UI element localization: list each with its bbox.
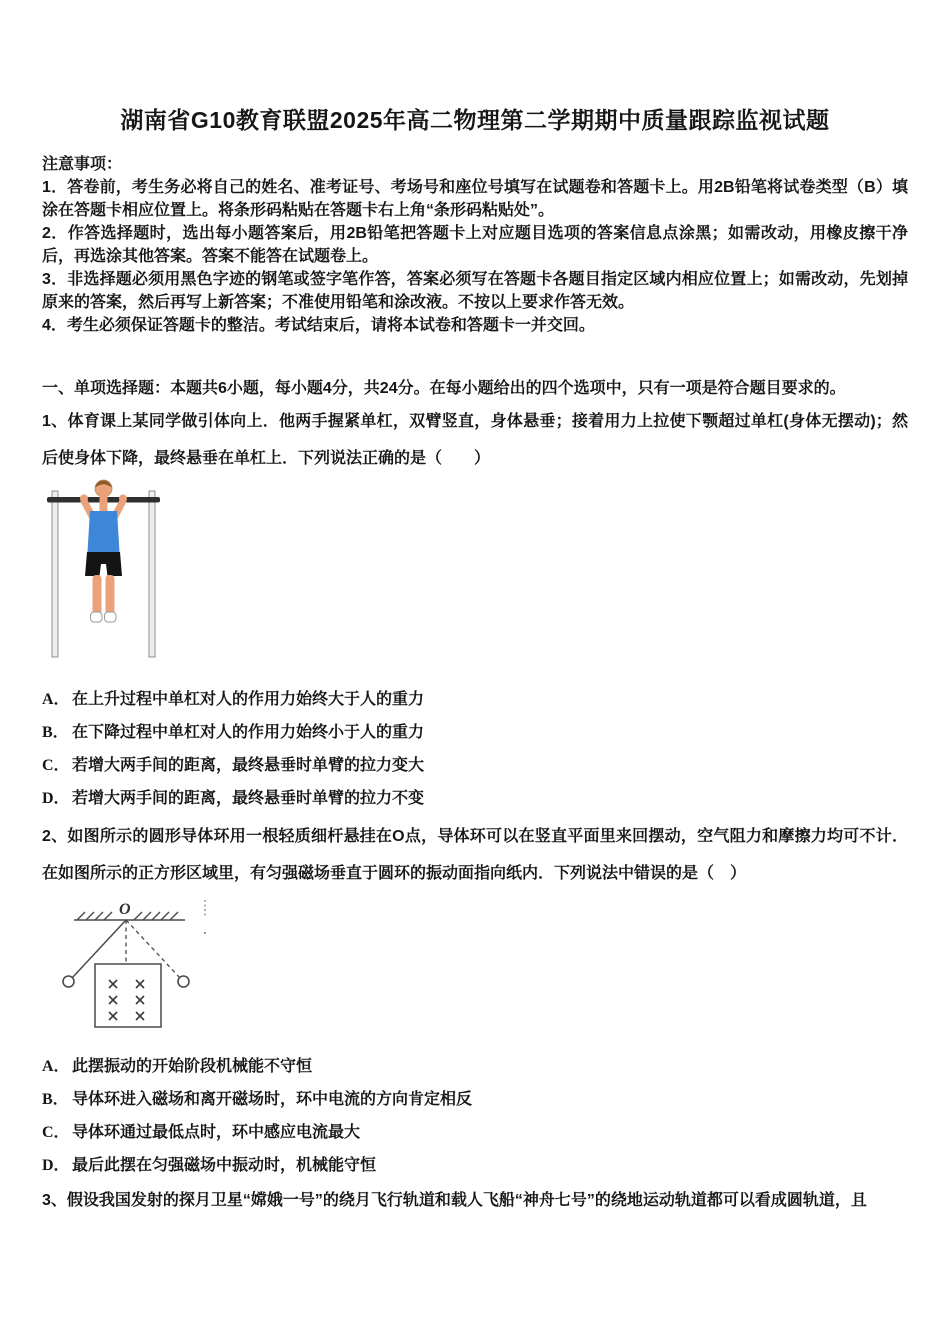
option-text: 在上升过程中单杠对人的作用力始终大于人的重力: [72, 691, 425, 708]
conducting-ring-left: [63, 976, 74, 987]
rod-dashed-right: [126, 920, 180, 978]
question-2-number: 2、: [42, 828, 68, 845]
option-text: 导体环通过最低点时，环中感应电流最大: [72, 1124, 361, 1141]
bar-post-right: [149, 491, 155, 657]
option-text: 导体环进入磁场和离开磁场时，环中电流的方向肯定相反: [72, 1091, 473, 1108]
question-2-option-a: [42, 1050, 908, 1083]
question-1-option-a: [42, 683, 908, 716]
question-3-text: 假设我国发射的探月卫星“嫦娥一号”的绕月飞行轨道和载人飞船“神舟七号”的绕地运动轨道都可以看成圆轨道，且: [66, 1192, 867, 1209]
option-label: A．: [42, 1058, 70, 1075]
dotted-reference-dot: [204, 932, 206, 934]
notice-item-2: 2．作答选择题时，选出每小题答案后，用2B铅笔把答题卡上对应题目选项的答案信息点涂黑；如需改动，用橡皮擦干净后，再选涂其他答案。答案不能答在试题卷上。: [42, 225, 908, 265]
magnetic-field-region-square: [95, 964, 161, 1027]
question-2-option-b: [42, 1083, 908, 1116]
option-label: C．: [42, 1124, 70, 1141]
athlete-left-shoe: [91, 612, 103, 622]
question-1-stem: [42, 403, 908, 477]
conducting-ring-right: [178, 976, 189, 987]
athlete-left-leg: [93, 575, 102, 614]
option-label: C．: [42, 757, 70, 774]
athlete-right-hand: [119, 495, 127, 503]
question-2-text: 如图所示的圆形导体环用一根轻质细杆悬挂在O点，导体环可以在竖直平面里来回摆动，空气阻力和摩擦力均可不计．在如图所示的正方形区域里，有匀强磁场垂直于圆环的振动面指向纸内．下列说法中错误的是（ ）: [42, 828, 909, 882]
bar-post-left: [52, 491, 58, 657]
pendulum-figure: [54, 892, 214, 1042]
athlete-left-hand: [80, 495, 88, 503]
notice-heading: 注意事项：: [42, 156, 123, 173]
question-1-option-c: [42, 749, 908, 782]
athlete-right-shoe: [105, 612, 117, 622]
option-label: D．: [42, 790, 70, 807]
notice-item-1: 1．答卷前，考生务必将自己的姓名、准考证号、考场号和座位号填写在试题卷和答题卡上。用2B铅笔将试卷类型（B）填涂在答题卡相应位置上。将条形码粘贴在答题卡右上角“条形码粘贴处”。: [42, 179, 908, 219]
field-into-page-cross-marks: [109, 980, 144, 1020]
option-text: 若增大两手间的距离，最终悬垂时单臂的拉力变大: [72, 757, 425, 774]
question-2-option-c: [42, 1116, 908, 1149]
option-text: 若增大两手间的距离，最终悬垂时单臂的拉力不变: [72, 790, 425, 807]
option-label: A．: [42, 691, 70, 708]
question-2-option-d: [42, 1149, 908, 1182]
question-2-stem: [42, 818, 908, 892]
option-label: D．: [42, 1157, 70, 1174]
option-text: 在下降过程中单杠对人的作用力始终小于人的重力: [72, 724, 425, 741]
question-3-number: 3、: [42, 1192, 67, 1209]
athlete: [80, 480, 127, 622]
page-content: [0, 153, 950, 1219]
option-text: 最后此摆在匀强磁场中振动时，机械能守恒: [72, 1157, 377, 1174]
athlete-shorts: [85, 552, 122, 576]
option-label: B．: [42, 724, 69, 741]
page-title: 湖南省G10教育联盟2025年高二物理第二学期期中质量跟踪监视试题: [120, 107, 830, 133]
section-heading: 一、单项选择题：本题共6小题，每小题4分，共24分。在每小题给出的四个选项中，只有一项是符合题目要求的。: [42, 380, 846, 397]
option-text: 此摆振动的开始阶段机械能不守恒: [72, 1058, 313, 1075]
athlete-neck: [100, 495, 108, 513]
question-2-options: [42, 1050, 908, 1182]
pullup-figure: [46, 477, 161, 659]
notice-item-3: 3．非选择题必须用黑色字迹的钢笔或签字笔作答，答案必须写在答题卡各题目指定区域内相应位置上；如需改动，先划掉原来的答案，然后再写上新答案；不准使用铅笔和涂改液。不按以上要求作答无效。: [42, 271, 908, 311]
athlete-right-leg: [106, 575, 115, 614]
question-1-text: 体育课上某同学做引体向上．他两手握紧单杠，双臂竖直，身体悬垂；接着用力上拉使下颚超过单杠(身体无摆动)；然后使身体下降，最终悬垂在单杠上．下列说法正确的是（ ）: [42, 413, 908, 467]
question-1-number: 1、: [42, 413, 68, 430]
pivot-point-o-label: O: [119, 901, 131, 918]
rod-solid-left: [72, 920, 126, 978]
question-1-options: [42, 683, 908, 815]
option-label: B．: [42, 1091, 69, 1108]
question-1-option-b: [42, 716, 908, 749]
question-1-option-d: [42, 782, 908, 815]
notice-item-4: 4．考生必须保证答题卡的整洁。考试结束后，请将本试卷和答题卡一并交回。: [42, 317, 595, 334]
question-3-stem: [42, 1182, 908, 1219]
athlete-tank-top: [88, 511, 120, 552]
